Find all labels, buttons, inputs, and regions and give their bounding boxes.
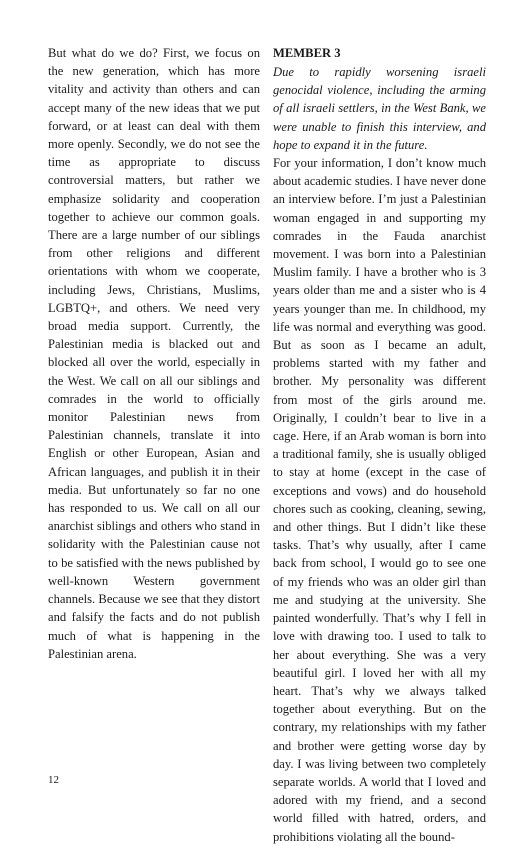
section-heading: MEMBER 3 — [273, 46, 341, 60]
right-paragraph: For your information, I don’t know much about academic studies. I have never done an interview before. I’m just a Palestinian woman engaged in and supporting my comrades in the Fauda anarchist movement. I was born into a Palestinian Muslim family. I have a brother who is 3 years older than me and a sister who is 4 years younger than me. In childhood, my life was normal and everything was good. But as soon as I became an adult, problems started with my father and brother. My personality was different from most of the girls around me. Originally, I couldn’t bear to live in a cage. Here, if an Arab woman is born into a traditional family, she is usually obliged to stay at home (except in the case of exceptions and vows) and do household chores such as cooking, cleaning, sewing, and other things. But I didn’t like these tasks. That’s why usually, after I came back from school, I would go to see one of my friends who was an older girl than me and studying at the university. She painted wonderfully. That’s why I fell in love with drawing too. I used to talk to her about everything. She was a very beautiful girl. I loved her with all my heart. That’s why we always talked together about everything. But on the contrary, my relationships with my father and brother were getting worse day by day. I was living between two completely separate worlds. A world that I loved and adored with my friend, and a second world filled with hatred, orders, and prohibitions violating all the bound- — [273, 156, 486, 844]
left-column — [48, 44, 260, 663]
left-paragraph: But what do we do? First, we focus on the new generation, which has more vitality and activity than others and can accept many of the new ideas that we put forward, or at least can deal with them more openly. Secondly, we do not see the time as appropriate to discuss controversial matters, but rather we emphasize solidarity and cooperation together to achieve our common goals. There are a large number of our siblings from other religions and different orientations with whom we cooperate, including Jews, Christians, Muslims, LGBTQ+, and others. We need very broad media support. Currently, the Palestinian media is blacked out and blocked all over the world, especially in the West. We call on all our siblings and comrades in the world to officially monitor Palestinian news from Palestinian channels, translate it into English or other European, Asian and African languages, and publish it in their media. But unfortunately so far no one has responded to us. We call on all our anarchist siblings and others who stand in solidarity with the Palestinian cause not to be satisfied with the news published by well-known Western government channels. Because we see that they distort and falsify the facts and do not publish much of what is happening in the Palestinian arena. — [48, 46, 260, 661]
section-intro: Due to rapidly worsening israeli genocidal violence, including the arming of all israeli settlers, in the West Bank, we were unable to finish this interview, and hope to expand it in the future. — [273, 65, 486, 152]
page-number: 12 — [48, 774, 59, 786]
right-column — [273, 44, 486, 846]
